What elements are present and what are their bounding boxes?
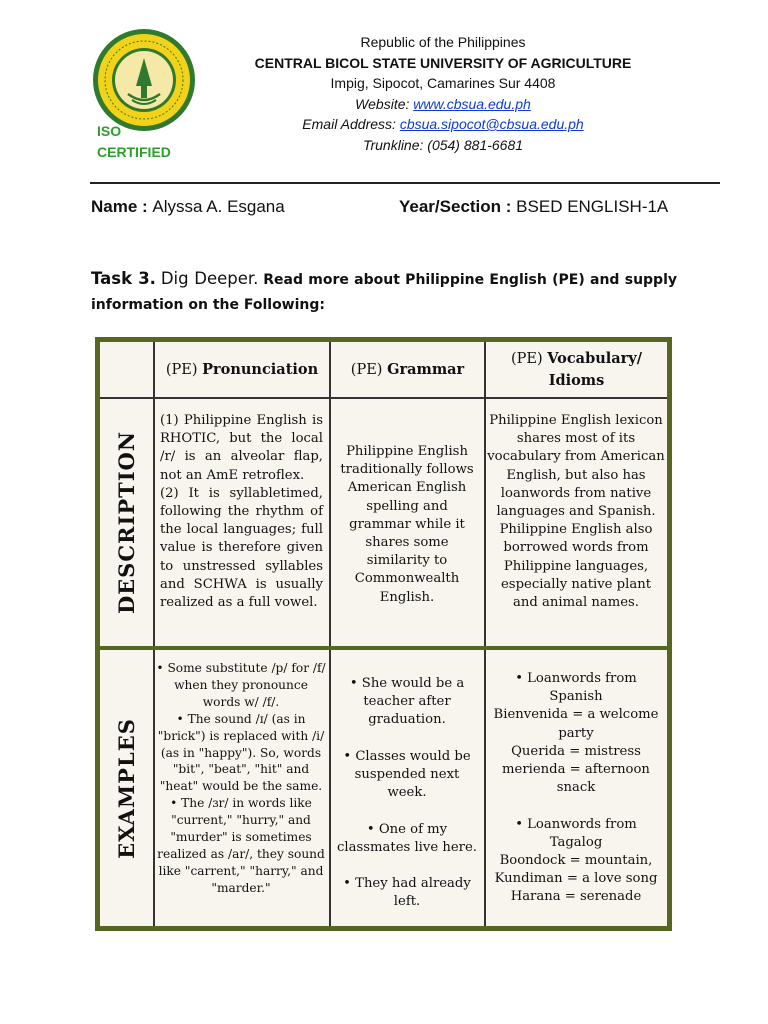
description-grammar: Philippine English traditionally follows American English spelling and grammar while it shares some similarity to Commonwealth English. bbox=[340, 444, 474, 605]
header-vocabulary: (PE) Vocabulary/ Idioms bbox=[510, 349, 643, 389]
section-field bbox=[399, 197, 668, 217]
iso-certified-label bbox=[97, 121, 171, 163]
university-name: CENTRAL BICOL STATE UNIVERSITY OF AGRICULTURE bbox=[254, 54, 632, 71]
header-divider bbox=[90, 182, 720, 184]
student-section: BSED ENGLISH-1A bbox=[516, 197, 669, 216]
section-divider bbox=[100, 646, 667, 650]
name-field bbox=[91, 197, 285, 217]
website-label: Website: bbox=[355, 95, 414, 112]
grid-line bbox=[329, 342, 331, 926]
task-subtitle: Dig Deeper. bbox=[160, 269, 259, 288]
row-label-description: DESCRIPTION bbox=[114, 430, 140, 615]
website-link[interactable]: www.cbsua.edu.ph bbox=[413, 95, 531, 112]
task-text: Read more about Philippine English (PE) and supply information on the Following: bbox=[91, 272, 677, 313]
student-name: Alyssa A. Esgana bbox=[152, 197, 285, 216]
email-label: Email Address: bbox=[302, 116, 400, 132]
header-grammar: (PE) Grammar bbox=[350, 360, 465, 378]
university-seal-logo bbox=[92, 28, 196, 132]
name-label: Name : bbox=[91, 197, 153, 216]
task-instruction bbox=[91, 266, 677, 318]
section-label: Year/Section : bbox=[399, 197, 517, 216]
task-title: Task 3. bbox=[91, 269, 156, 288]
pe-table bbox=[95, 337, 672, 931]
grid-line bbox=[100, 397, 667, 399]
examples-pronunciation: • Some substitute /p/ for /f/ when they pronounce words w/ /f/. • The sound /ɪ/ (as in "brick") is replaced with /i/ (as in "happy"). So, words "bit", "beat", "hit" and "heat" would be the same. • The /ɜr/ in words like "current," "hurry," and "murder" is sometimes realized as /ar/, they sound like "carrent," "harry," and "marder." bbox=[156, 661, 326, 895]
row-label-examples: EXAMPLES bbox=[114, 717, 140, 859]
examples-grammar: • She would be a teacher after graduation. • Classes would be suspended next week. • One of my classmates live here. • They had already left. bbox=[337, 676, 477, 910]
address-line: Impig, Sipocot, Camarines Sur 4408 bbox=[330, 75, 556, 91]
trunkline: Trunkline: (054) 881-6681 bbox=[362, 136, 524, 153]
country-line: Republic of the Philippines bbox=[360, 34, 526, 50]
email-link[interactable]: cbsua.sipocot@cbsua.edu.ph bbox=[399, 116, 584, 132]
iso-line-2: CERTIFIED bbox=[97, 144, 171, 160]
letterhead bbox=[200, 32, 686, 155]
grid-line bbox=[484, 342, 486, 926]
header-pronunciation: (PE) Pronunciation bbox=[165, 360, 319, 378]
website-line bbox=[200, 94, 686, 115]
examples-vocabulary: • Loanwords from Spanish Bienvenida = a welcome party Querida = mistress merienda = afternoon snack • Loanwords from Tagalog Boondock = mountain, Kundiman = a love song Harana = serenade bbox=[493, 671, 659, 905]
grid-line bbox=[153, 342, 155, 926]
email-line bbox=[200, 114, 686, 135]
description-vocabulary: Philippine English lexicon shares most of its vocabulary from American English, but also has loanwords from native languages and Spanish. Philippine English also borrowed words from Philippine languages, especially native plant and animal names. bbox=[487, 413, 665, 611]
description-pronunciation: (1) Philippine English is RHOTIC, but the local /r/ is an alveolar flap, not an AmE retroflex. (2) It is syllabletimed, following the rhythm of the local languages; full value is therefore given to unstressed syllables and SCHWA is usually realized as a full vowel. bbox=[160, 413, 323, 611]
iso-line-1: ISO bbox=[97, 123, 122, 139]
